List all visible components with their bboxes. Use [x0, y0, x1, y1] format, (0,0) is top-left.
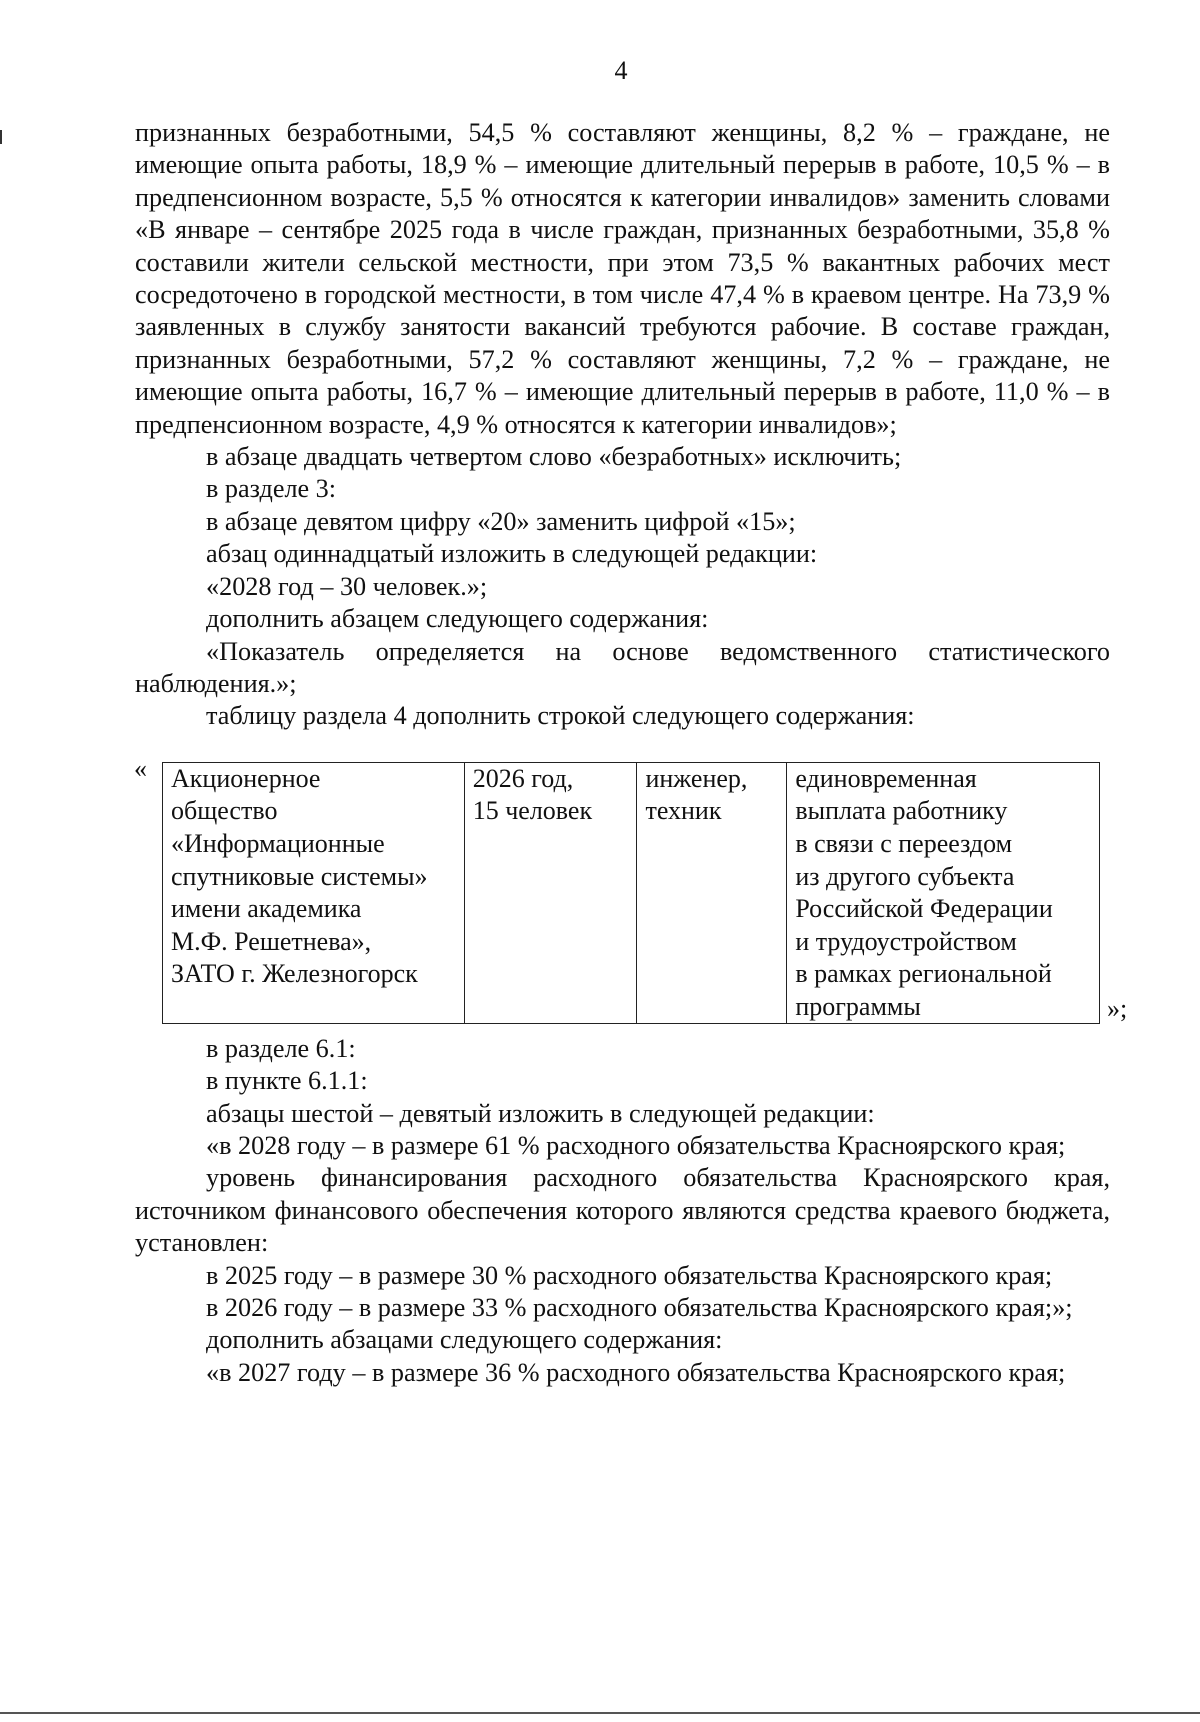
paragraph: абзацы шестой – девятый изложить в следующей редакции:: [206, 1098, 875, 1128]
cell-line: общество: [171, 796, 278, 826]
cell-line: из другого субъекта: [795, 861, 1015, 891]
cell-line: выплата работнику: [795, 796, 1008, 826]
paragraph: в пункте 6.1.1:: [206, 1066, 368, 1096]
paragraph: «в 2028 году – в размере 61 % расходного обязательства Красноярского края;: [206, 1130, 1066, 1160]
paragraph: уровень финансирования расходного обязательства Красноярского края, источником финансового обеспечения которого являются средства краевого бюджета, установлен:: [135, 1163, 1110, 1258]
table-open-quote: «: [134, 753, 147, 783]
cell-line: спутниковые системы»: [171, 861, 428, 891]
paragraph: «в 2027 году – в размере 36 % расходного обязательства Красноярского края;: [206, 1357, 1066, 1387]
scan-mark: [0, 130, 2, 144]
paragraph: в 2025 году – в размере 30 % расходного обязательства Красноярского края;: [206, 1260, 1053, 1290]
cell-line: и трудоустройством: [795, 926, 1017, 956]
cell-line: «Информационные: [171, 828, 385, 858]
cell-line: Акционерное: [171, 763, 321, 793]
paragraph: в разделе 6.1:: [206, 1033, 356, 1063]
cell-line: имени академика: [171, 894, 362, 924]
paragraph: дополнить абзацами следующего содержания:: [206, 1325, 723, 1355]
cell-line: М.Ф. Решетнева»,: [171, 926, 372, 956]
cell-line: в рамках региональной: [795, 959, 1052, 989]
page-number: 4: [614, 56, 628, 85]
table-row: [163, 762, 1100, 1024]
paragraph: в абзаце девятом цифру «20» заменить цифрой «15»;: [206, 506, 796, 536]
table-cell-organization: [163, 762, 465, 1024]
cell-line: программы: [795, 991, 921, 1021]
cell-line: 2026 год,: [472, 763, 574, 793]
paragraphs-bottom: [135, 1033, 1110, 1389]
table-cell-support: [787, 762, 1100, 1024]
paragraph: таблицу раздела 4 дополнить строкой следующего содержания:: [206, 701, 915, 731]
inserted-table-block: [134, 753, 1128, 1023]
table-cell-period: [464, 762, 637, 1024]
table-cell-profession: [637, 762, 787, 1024]
cell-line: техник: [645, 796, 722, 826]
cell-line: единовременная: [795, 763, 977, 793]
cell-line: 15 человек: [472, 796, 593, 826]
paragraph: в разделе 3:: [206, 474, 337, 504]
paragraph: абзац одиннадцатый изложить в следующей редакции:: [206, 539, 818, 569]
table-close-quote: »;: [1107, 993, 1128, 1023]
inserted-table: [162, 762, 1100, 1025]
scan-mark: [0, 1712, 1200, 1714]
paragraph: в абзаце двадцать четвертом слово «безработных» исключить;: [206, 442, 902, 472]
paragraph: в 2026 году – в размере 33 % расходного обязательства Красноярского края;»;: [206, 1292, 1073, 1322]
paragraph: «Показатель определяется на основе ведомственного статистического наблюдения.»;: [135, 636, 1110, 698]
cell-line: в связи с переездом: [795, 828, 1013, 858]
paragraph: признанных безработными, 54,5 % составляют женщины, 8,2 % – граждане, не имеющие опыта работы, 18,9 % – имеющие длительный перерыв в работе, 10,5 % – в предпенсионном возрасте, 5,5 % относятся к категории инвалидов» заменить словами «В январе – сентябре 2025 года в числе граждан, признанных безработными, 35,8 % составили жители сельской местности, при этом 73,5 % вакантных рабочих мест сосредоточено в городской местности, в том числе 47,4 % в краевом центре. На 73,9 % заявленных в службу занятости вакансий требуются рабочие. В составе граждан, признанных безработными, 57,2 % составляют женщины, 7,2 % – граждане, не имеющие опыта работы, 16,7 % – имеющие длительный перерыв в работе, 11,0 % – в предпенсионном возрасте, 4,9 % относятся к категории инвалидов»;: [135, 118, 1110, 439]
paragraph: «2028 год – 30 человек.»;: [206, 571, 488, 601]
cell-line: инженер,: [645, 763, 748, 793]
document-body: [134, 117, 1128, 1389]
paragraphs-top: [135, 117, 1110, 733]
cell-line: ЗАТО г. Железногорск: [171, 959, 418, 989]
paragraph: дополнить абзацем следующего содержания:: [206, 604, 709, 634]
cell-line: Российской Федерации: [795, 894, 1053, 924]
